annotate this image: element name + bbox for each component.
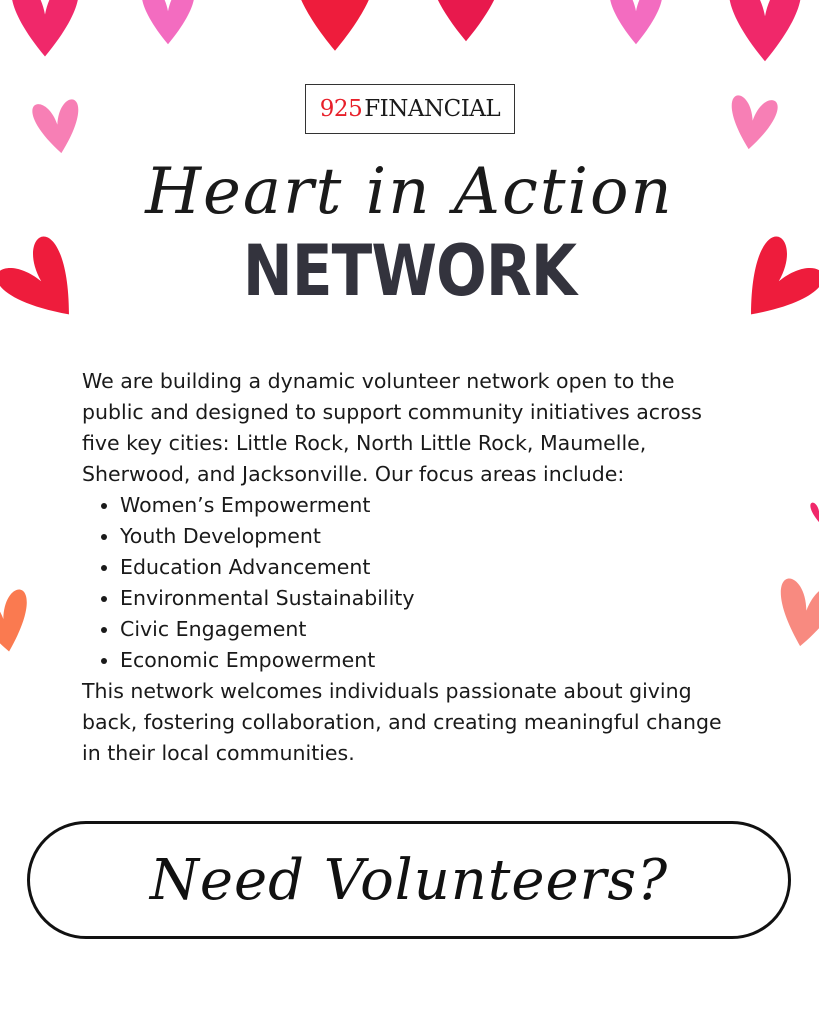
list-item: • Environmental Sustainability bbox=[120, 583, 742, 614]
list-item: • Youth Development bbox=[120, 521, 742, 552]
heart-icon bbox=[0, 588, 35, 656]
logo-word: FINANCIAL bbox=[364, 96, 501, 122]
heart-icon bbox=[11, 0, 78, 57]
intro-paragraph: We are building a dynamic volunteer network open to the public and designed to support community initiatives across five key cities: Little Rock, North Little Rock, Maumelle, Sherwood, and Jacksonville. Our focus areas include: bbox=[82, 369, 702, 486]
heart-icon bbox=[772, 577, 819, 651]
heart-icon bbox=[810, 503, 819, 522]
list-item: • Economic Empowerment bbox=[120, 645, 742, 676]
heart-icon bbox=[294, 0, 376, 51]
closing-paragraph: This network welcomes individuals passionate about giving back, fostering collaboration, and creating meaningful change in their local communities. bbox=[82, 679, 722, 765]
list-item: • Women’s Empowerment bbox=[120, 490, 742, 521]
brand-logo bbox=[305, 84, 515, 134]
need-volunteers-button[interactable] bbox=[27, 821, 791, 939]
title-script: Heart in Action bbox=[145, 155, 674, 229]
list-item: • Education Advancement bbox=[120, 552, 742, 583]
cta-label: Need Volunteers? bbox=[149, 847, 669, 913]
focus-areas-list bbox=[82, 490, 742, 676]
heart-icon bbox=[610, 0, 663, 44]
list-item: • Civic Engagement bbox=[120, 614, 742, 645]
heart-icon bbox=[31, 99, 84, 157]
heart-icon bbox=[729, 0, 801, 61]
description bbox=[82, 366, 742, 769]
heart-icon bbox=[142, 0, 195, 44]
title-bold: NETWORK bbox=[242, 230, 577, 312]
heart-icon bbox=[726, 95, 779, 153]
logo-number: 925 bbox=[319, 96, 363, 122]
heart-icon bbox=[430, 0, 502, 41]
